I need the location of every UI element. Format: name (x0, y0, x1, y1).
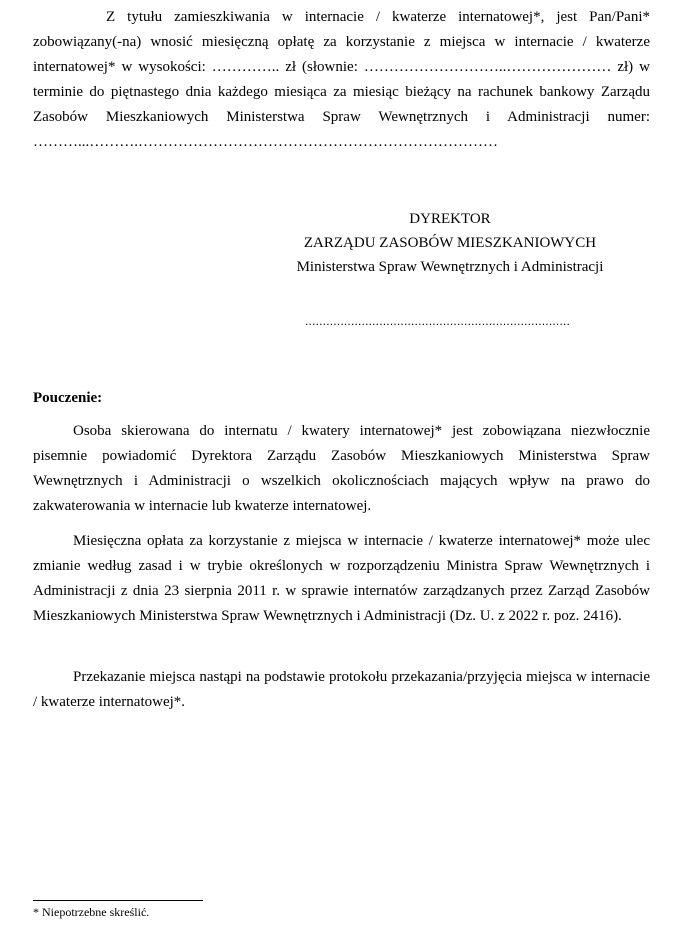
instruction-paragraph-1: Osoba skierowana do internatu / kwatery internatowej* jest zobowiązana niezwłocznie pisemnie powiadomić Dyrektora Zarządu Zasobów Mieszkaniowych Ministerstwa Spraw Wewnętrznych i Administracji o wszelkich okolicznościach mających wpływ na prawo do zakwaterowania w internacie lub kwaterze internatowej. (33, 423, 650, 514)
signature-org-line1: ZARZĄDU ZASOBÓW MIESZKANIOWYCH (303, 235, 597, 251)
footnote-divider (33, 900, 203, 901)
signature-title: DYREKTOR (409, 211, 491, 227)
signature-line: ........................................................................... (305, 314, 571, 328)
instruction-paragraph-2: Miesięczna opłata za korzystanie z miejsca w internacie / kwaterze internatowej* może ulec zmianie według zasad i w trybie określonych w rozporządzeniu Ministra Spraw Wewnętrznych i Administracji z dnia 23 sierpnia 2011 r. w sprawie internatów zarządzanych przez Zarząd Zasobów Mieszkaniowych Ministerstwa Spraw Wewnętrznych i Administracji (Dz. U. z 2022 r. poz. 2416). (33, 533, 650, 624)
payment-obligation-paragraph: Z tytułu zamieszkiwania w internacie / kwaterze internatowej*, jest Pan/Pani* zobowiązany(-na) wnosić miesięczną opłatę za korzystanie z miejsca w internacie / kwaterze internatowej* w wysokości: ………….. zł (słownie: ………………………..………………… zł) w terminie do piętnastego dnia każdego miesiąca za miesiąc bieżący na rachunek bankowy Zarządu Zasobów Mieszkaniowych Ministerstwa Spraw Wewnętrznych i Administracji numer: ………...……….……………………………………………………………… (33, 9, 650, 150)
footnote: * Niepotrzebne skreślić. (33, 905, 150, 919)
signature-org-line2: Ministerstwa Spraw Wewnętrznych i Administracji (296, 259, 604, 275)
instruction-paragraph-3: Przekazanie miejsca nastąpi na podstawie protokołu przekazania/przyjęcia miejsca w internacie / kwaterze internatowej*. (33, 669, 650, 710)
signature-block (250, 207, 650, 279)
instruction-heading: Pouczenie: (33, 390, 103, 406)
